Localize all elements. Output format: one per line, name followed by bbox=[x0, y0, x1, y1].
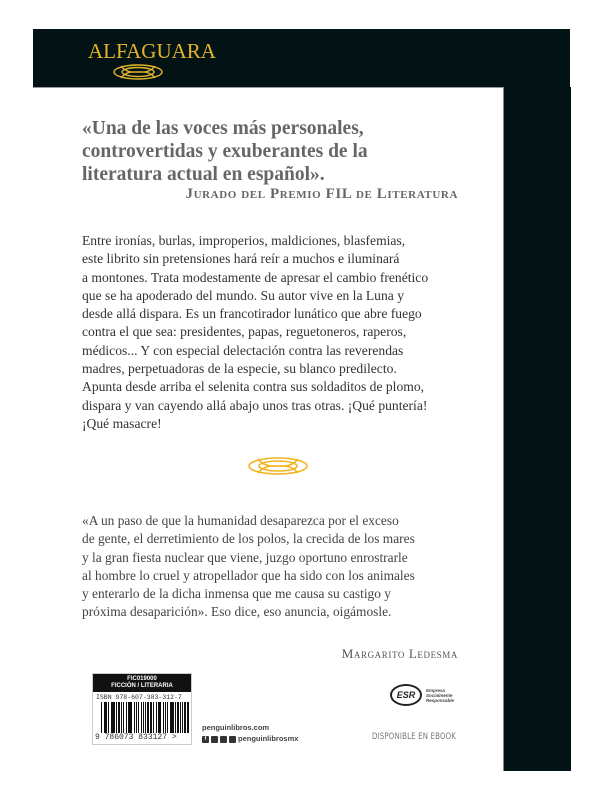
synopsis-line: a montones. Trata modestamente de apresar el cambio frenético bbox=[82, 269, 429, 285]
esr-text-line: Responsable bbox=[426, 697, 455, 703]
barcode-bar bbox=[128, 702, 129, 733]
synopsis-line: Entre ironías, burlas, improperios, maldiciones, blasfemias, bbox=[82, 233, 406, 248]
barcode-bar bbox=[159, 702, 160, 733]
barcode-bar bbox=[188, 702, 189, 733]
barcode-bar bbox=[134, 702, 135, 733]
barcode-bar bbox=[153, 702, 154, 733]
quote-line: y la gran fiesta nuclear que viene, juzgo oportuno enrostrarle bbox=[82, 549, 408, 565]
barcode-bar bbox=[182, 702, 183, 733]
instagram-icon[interactable] bbox=[220, 736, 227, 743]
category-name: FICCIÓN / LITERARIA bbox=[111, 683, 173, 689]
quote-line: «Una de las voces más personales, bbox=[82, 118, 364, 139]
synopsis-line: dispara y van cayendo allá abajo unos tras otras. ¡Qué puntería! bbox=[82, 397, 428, 413]
synopsis-line: Apunta desde arriba el selenita contra sus soldaditos de plomo, bbox=[82, 379, 425, 395]
barcode-bar bbox=[101, 702, 102, 733]
barcode-bar bbox=[143, 702, 144, 733]
barcode-bar bbox=[150, 702, 152, 733]
barcode-bar bbox=[121, 702, 122, 733]
ebook-availability: DISPONIBLE EN EBOOK bbox=[372, 732, 457, 742]
barcode-bar bbox=[129, 702, 131, 733]
barcode-bars bbox=[101, 702, 191, 733]
ornament-icon bbox=[246, 456, 310, 476]
youtube-icon[interactable] bbox=[229, 736, 236, 743]
quote-line: controvertidas y exuberantes de la bbox=[82, 141, 368, 162]
synopsis-line: que se ha apoderado del mundo. Su autor vive en la Luna y bbox=[82, 287, 405, 303]
quote-line: de gente, el derretimiento de los polos, la crecida de los mares bbox=[82, 531, 415, 547]
barcode-bar bbox=[112, 702, 114, 733]
barcode-number: 9 786073 833127 > bbox=[95, 733, 177, 742]
publisher-logo bbox=[88, 39, 216, 81]
barcode-bar bbox=[123, 702, 124, 733]
barcode-bar bbox=[147, 702, 148, 733]
barcode-bar bbox=[126, 702, 127, 733]
barcode-bar bbox=[175, 702, 176, 733]
divider bbox=[33, 87, 503, 88]
synopsis-line: madres, perpetuadoras de la especie, su blanco predilecto. bbox=[82, 361, 397, 377]
esr-badge: ESR bbox=[390, 684, 422, 706]
barcode-bar bbox=[118, 702, 119, 733]
quote-line: próxima desaparición». Eso dice, eso anuncia, oigámosle. bbox=[82, 604, 392, 620]
barcode-bar bbox=[167, 702, 168, 733]
synopsis-line: desde allá dispara. Es un francotirador lunático que abre fuego bbox=[82, 306, 422, 322]
esr-logo bbox=[390, 684, 454, 706]
publisher-links bbox=[202, 722, 298, 744]
barcode-bar bbox=[170, 702, 171, 733]
quote-line: y enterarlo de la dicha inmensa que me causa su castigo y bbox=[82, 586, 391, 602]
barcode-bar bbox=[136, 702, 137, 733]
barcode-bar bbox=[116, 702, 117, 733]
barcode-bar bbox=[145, 702, 146, 733]
esr-text bbox=[426, 688, 454, 703]
author-quote bbox=[82, 512, 415, 622]
synopsis-line: ¡Qué masacre! bbox=[82, 415, 162, 431]
category-header bbox=[93, 674, 191, 692]
barcode-bar bbox=[187, 702, 188, 733]
barcode-bar bbox=[165, 702, 166, 733]
barcode-bar bbox=[141, 702, 142, 733]
quote-attribution: Jurado del Premio FIL de Literatura bbox=[185, 186, 458, 202]
praise-quote bbox=[82, 117, 368, 186]
cover-spine-strip bbox=[503, 87, 571, 771]
isbn-text: ISBN 978-607-383-312-7 bbox=[96, 694, 182, 701]
publisher-logo-text: ALFAGUARA bbox=[88, 39, 216, 63]
barcode-bar bbox=[171, 702, 173, 733]
esr-text-line: Socialmente bbox=[426, 692, 453, 698]
barcode-bar bbox=[180, 702, 181, 733]
barcode-bar bbox=[138, 702, 139, 733]
synopsis-line: médicos... Y con especial delectación contra las reverendas bbox=[82, 342, 404, 358]
facebook-icon[interactable]: f bbox=[202, 736, 209, 743]
barcode-bar bbox=[158, 702, 159, 733]
barcode-bar bbox=[108, 702, 109, 733]
barcode-bar bbox=[111, 702, 112, 733]
quote-attribution: Margarito Ledesma bbox=[341, 646, 458, 661]
barcode-bar bbox=[163, 702, 164, 733]
website-link[interactable]: penguinlibros.com bbox=[202, 723, 270, 732]
synopsis-line: contra el que sea: presidentes, papas, reguetoneros, raperos, bbox=[82, 324, 407, 340]
quote-line: «A un paso de que la humanidad desaparezca por el exceso bbox=[82, 513, 399, 528]
social-handle[interactable]: penguinlibrosmx bbox=[238, 734, 299, 743]
ornament-icon bbox=[111, 63, 165, 81]
barcode-label bbox=[92, 673, 192, 745]
twitter-icon[interactable] bbox=[211, 736, 218, 743]
barcode-bar bbox=[184, 702, 185, 733]
quote-line: literatura actual en español». bbox=[82, 164, 325, 185]
synopsis-line: este librito sin pretensiones hará reír a muchos e iluminará bbox=[82, 251, 400, 267]
barcode-bar bbox=[104, 702, 105, 733]
barcode-bar bbox=[156, 702, 157, 733]
quote-line: al hombre lo cruel y atropellador que ha sido con los animales bbox=[82, 567, 415, 583]
esr-text-line: Empresa bbox=[426, 687, 446, 693]
barcode-bar bbox=[105, 702, 106, 733]
barcode-bar bbox=[177, 702, 178, 733]
synopsis bbox=[82, 232, 428, 433]
category-code: FIC019000 bbox=[127, 676, 157, 682]
